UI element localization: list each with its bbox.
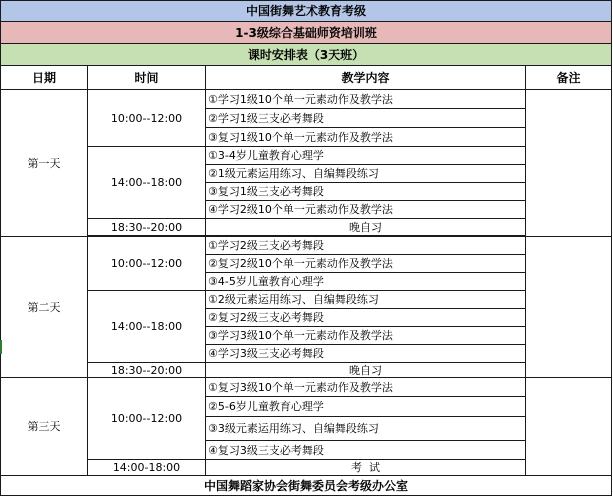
- session-time: 18:30--20:00: [88, 363, 206, 378]
- content-item: ③学习3级10个单一元素动作及教学法: [206, 327, 526, 345]
- schedule-title: 课时安排表（3天班）: [1, 44, 612, 66]
- notes-cell: [526, 378, 612, 476]
- notes-cell: [526, 237, 612, 378]
- content-item: ④学习2级10个单一元素动作及教学法: [206, 201, 526, 219]
- content-item: ②学习1级三支必考舞段: [206, 109, 526, 128]
- evening-study: 晚自习: [206, 219, 526, 236]
- day-label: 第二天: [1, 237, 88, 378]
- content-item: ①3-4岁儿童教育心理学: [206, 147, 526, 165]
- header-content: 教学内容: [206, 66, 526, 90]
- session-time: 18:30--20:00: [88, 219, 206, 236]
- content-item: ②5-6岁儿童教育心理学: [206, 397, 526, 417]
- session-time: 10:00--12:00: [88, 378, 206, 460]
- banner-title: 中国街舞艺术教育考级: [1, 1, 612, 22]
- content-item: ②1级元素运用练习、自编舞段练习: [206, 165, 526, 183]
- content-item: ①学习1级10个单一元素动作及教学法: [206, 90, 526, 109]
- content-item: ①2级元素运用练习、自编舞段练习: [206, 291, 526, 309]
- content-item: ①学习2级三支必考舞段: [206, 237, 526, 255]
- content-item: ③复习1级三支必考舞段: [206, 183, 526, 201]
- banner-subtitle: 1-3级综合基础师资培训班: [1, 22, 612, 44]
- exam-label: 考 试: [206, 460, 526, 476]
- content-item: ③4-5岁儿童教育心理学: [206, 273, 526, 291]
- content-item: ③3级元素运用练习、自编舞段练习: [206, 417, 526, 441]
- content-item: ②复习2级10个单一元素动作及教学法: [206, 255, 526, 273]
- session-time: 14:00--18:00: [88, 147, 206, 219]
- header-date: 日期: [1, 66, 88, 90]
- sheet-edge-marker: [0, 340, 2, 354]
- day-label: 第三天: [1, 378, 88, 476]
- header-time: 时间: [88, 66, 206, 90]
- content-item: ④复习3级三支必考舞段: [206, 441, 526, 460]
- content-item: ①复习3级10个单一元素动作及教学法: [206, 378, 526, 397]
- footer-office: 中国舞蹈家协会街舞委员会考级办公室: [1, 476, 612, 496]
- session-time: 10:00--12:00: [88, 237, 206, 291]
- evening-study: 晚自习: [206, 363, 526, 378]
- session-time: 14:00-18:00: [88, 460, 206, 476]
- notes-cell: [526, 90, 612, 237]
- content-item: ③复习1级10个单一元素动作及教学法: [206, 128, 526, 147]
- content-item: ④学习3级三支必考舞段: [206, 345, 526, 363]
- header-notes: 备注: [526, 66, 612, 90]
- session-time: 14:00--18:00: [88, 291, 206, 363]
- day-label: 第一天: [1, 90, 88, 237]
- session-time: 10:00--12:00: [88, 90, 206, 147]
- content-item: ②复习2级三支必考舞段: [206, 309, 526, 327]
